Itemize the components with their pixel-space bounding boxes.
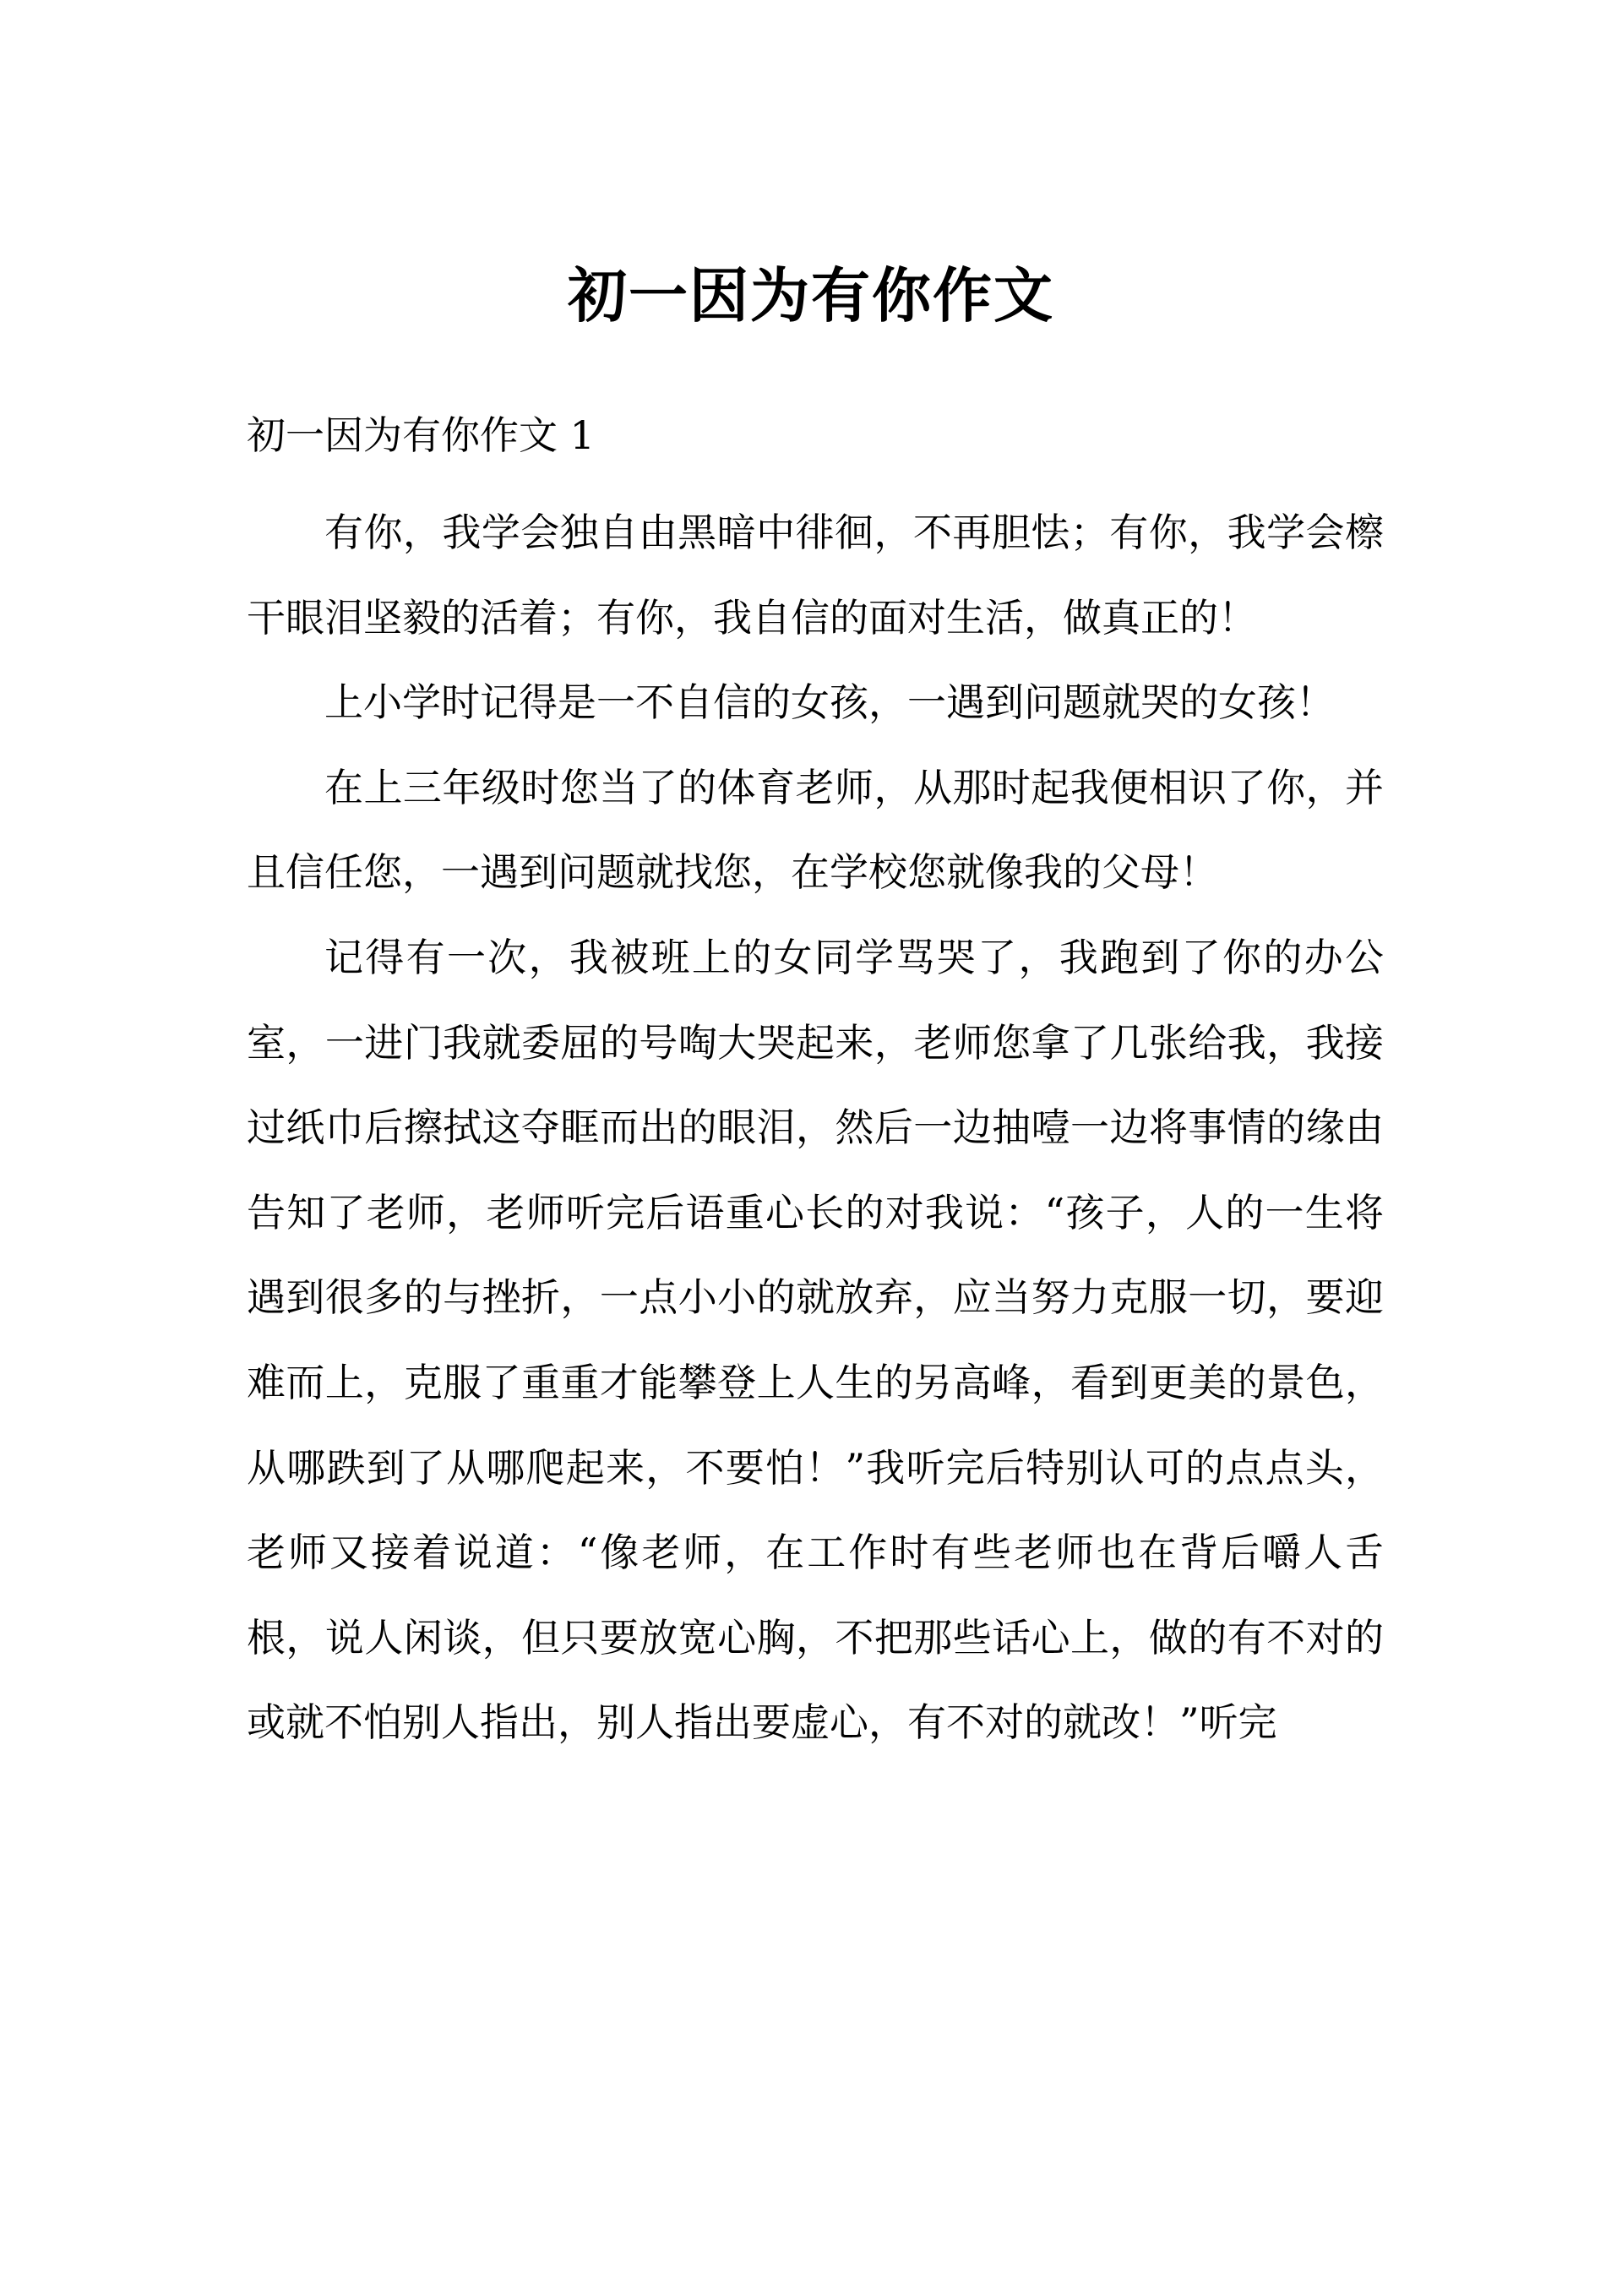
essay-body [247, 490, 1384, 1765]
paragraph: 在上三年级时您当了的体育老师，从那时起我便相识了你，并且信任您，一遇到问题就找您，在学校您就像我的父母！ [247, 764, 1384, 896]
paragraph: 上小学时记得是一不自信的女孩，一遇到问题就哭的女孩！ [324, 679, 1335, 726]
document-title: 初一因为有你作文 [568, 260, 1054, 330]
essay-heading: 初一因为有你作文 1 [247, 412, 595, 458]
paragraph: 有你，我学会独自由黑暗中徘徊，不再胆怯；有你，我学会檫干眼泪坚毅的活着；有你，我自信的面对生活，做真正的！ [247, 510, 1384, 641]
paragraph: 记得有一次，我被班上的女同学骂哭了，我跑到了你的办公室，一进门我就委屈的号啕大哭起来，老师您拿了几张给我，我接过纸巾后擦拭这夺眶而出的眼泪，然后一边抽噎一边将事情的缘由告知了老师，老师听完后语重心长的对我说：“孩子，人的一生将遇到很多的与挫折，一点小小的就放弃，应当努力克服一切，要迎难而上，克服了重重才能攀登上人生的另高峰，看到更美的景色，从哪跌到了从哪爬起来，不要怕！”我听完后特别认可的点点头，老师又接着说道：“像老师，在工作时有些老师也在背后嚼人舌根，说人闲谈，但只要放宽心胸，不把那些话心上，做的有不对的或就不怕别人指出，别人指出要虚心，有不对的就改！”听完 [247, 934, 1384, 1746]
